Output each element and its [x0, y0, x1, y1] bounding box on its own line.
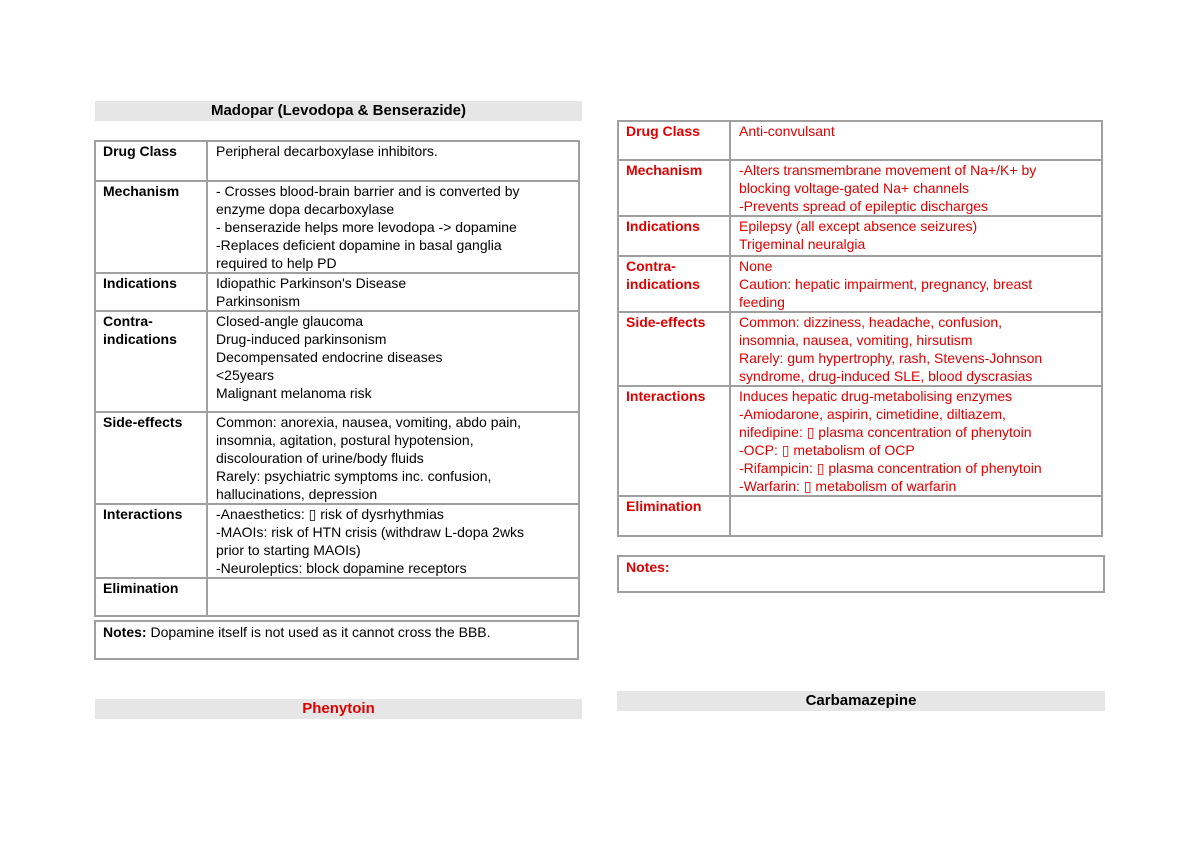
phenytoin-notes-label: Notes: [626, 559, 670, 575]
row-value-line [739, 497, 1101, 515]
madopar-title: Madopar (Levodopa & Benserazide) [95, 101, 582, 121]
table-row [95, 412, 579, 504]
table-row [618, 386, 1102, 496]
table-row [618, 121, 1102, 160]
row-label: Side-effects [618, 312, 730, 386]
madopar-notes-text: Dopamine itself is not used as it cannot cross the BBB. [146, 624, 491, 640]
madopar-notes [94, 620, 579, 660]
row-value [207, 412, 579, 504]
row-value-line: -Rifampicin: ▯ plasma concentration of phenytoin [739, 460, 1042, 476]
row-value-line: nifedipine: ▯ plasma concentration of phenytoin [739, 424, 1032, 440]
row-value [207, 578, 579, 616]
row-value-line: <25years [216, 367, 274, 383]
row-value-line: Closed-angle glaucoma [216, 313, 364, 329]
table-row [95, 311, 579, 412]
row-value-line: syndrome, drug-induced SLE, blood dyscrasias [739, 368, 1033, 384]
row-value-line: -Anaesthetics: ▯ risk of dysrhythmias [216, 506, 444, 522]
row-label: Drug Class [618, 121, 730, 160]
row-value-line: -MAOIs: risk of HTN crisis (withdraw L-dopa 2wks [216, 524, 525, 540]
row-label: Mechanism [618, 160, 730, 216]
carbamazepine-title: Carbamazepine [617, 691, 1105, 711]
table-row [95, 181, 579, 273]
row-label: Mechanism [95, 181, 207, 273]
row-value-line [739, 515, 1101, 533]
row-label: Drug Class [95, 141, 207, 181]
row-value-line: insomnia, agitation, postural hypotension, [216, 432, 474, 448]
row-value-line: discolouration of urine/body fluids [216, 450, 424, 466]
row-label: Elimination [618, 496, 730, 536]
row-value [730, 121, 1102, 160]
madopar-notes-label: Notes: [103, 624, 147, 640]
table-row [95, 504, 579, 578]
row-value-line: -Replaces deficient dopamine in basal ganglia [216, 237, 502, 253]
row-label: Contra- indications [95, 311, 207, 412]
row-label: Side-effects [95, 412, 207, 504]
row-value-line: Rarely: psychiatric symptoms inc. confusion, [216, 468, 492, 484]
row-value-line: Induces hepatic drug-metabolising enzymes [739, 388, 1013, 404]
table-row [618, 496, 1102, 536]
row-value-line: Caution: hepatic impairment, pregnancy, breast [739, 276, 1033, 292]
row-value-line: -Prevents spread of epileptic discharges [739, 198, 989, 214]
row-value-line: -Warfarin: ▯ metabolism of warfarin [739, 478, 957, 494]
row-value-line: Anti-convulsant [739, 123, 835, 139]
row-value-line: Common: dizziness, headache, confusion, [739, 314, 1003, 330]
table-row [618, 256, 1102, 312]
row-value [730, 386, 1102, 496]
table-row [95, 578, 579, 616]
row-value-line: Epilepsy (all except absence seizures) [739, 218, 978, 234]
row-value [207, 311, 579, 412]
table-row [618, 216, 1102, 256]
row-label: Interactions [95, 504, 207, 578]
row-value-line: -Neuroleptics: block dopamine receptors [216, 560, 467, 576]
row-value [730, 312, 1102, 386]
row-value [730, 160, 1102, 216]
row-value-line: enzyme dopa decarboxylase [216, 201, 395, 217]
row-value-line: -Amiodarone, aspirin, cimetidine, diltiazem, [739, 406, 1006, 422]
row-value-line [216, 579, 578, 597]
row-value-line: insomnia, nausea, vomiting, hirsutism [739, 332, 973, 348]
row-value [207, 273, 579, 311]
row-value [730, 496, 1102, 536]
row-label: Contra- indications [618, 256, 730, 312]
row-label: Indications [95, 273, 207, 311]
phenytoin-notes [617, 555, 1105, 593]
row-value-line: - benserazide helps more levodopa -> dopamine [216, 219, 517, 235]
row-label: Interactions [618, 386, 730, 496]
row-label: Elimination [95, 578, 207, 616]
row-value-line: -Alters transmembrane movement of Na+/K+ by [739, 162, 1037, 178]
row-value [207, 504, 579, 578]
row-value-line: blocking voltage-gated Na+ channels [739, 180, 969, 196]
table-row [95, 273, 579, 311]
row-value-line: Decompensated endocrine diseases [216, 349, 443, 365]
row-value-line: None [739, 258, 773, 274]
row-value-line: Parkinsonism [216, 293, 301, 309]
row-value [207, 181, 579, 273]
row-value-line: required to help PD [216, 255, 337, 271]
phenytoin-title: Phenytoin [95, 699, 582, 719]
row-label: Indications [618, 216, 730, 256]
row-value-line: Malignant melanoma risk [216, 385, 372, 401]
row-value-line: - Crosses blood-brain barrier and is converted by [216, 183, 520, 199]
row-value-line: hallucinations, depression [216, 486, 378, 502]
row-value-line: Common: anorexia, nausea, vomiting, abdo pain, [216, 414, 522, 430]
row-value [730, 256, 1102, 312]
row-value [207, 141, 579, 181]
row-value-line: prior to starting MAOIs) [216, 542, 361, 558]
row-value-line: Trigeminal neuralgia [739, 236, 866, 252]
row-value-line: Drug-induced parkinsonism [216, 331, 387, 347]
table-row [95, 141, 579, 181]
row-value-line: Peripheral decarboxylase inhibitors. [216, 143, 438, 159]
row-value-line: Rarely: gum hypertrophy, rash, Stevens-Johnson [739, 350, 1043, 366]
row-value-line: -OCP: ▯ metabolism of OCP [739, 442, 915, 458]
phenytoin-table [617, 120, 1103, 537]
row-value-line: feeding [739, 294, 785, 310]
table-row [618, 312, 1102, 386]
row-value-line: Idiopathic Parkinson's Disease [216, 275, 407, 291]
row-value [730, 216, 1102, 256]
madopar-table [94, 140, 580, 617]
table-row [618, 160, 1102, 216]
